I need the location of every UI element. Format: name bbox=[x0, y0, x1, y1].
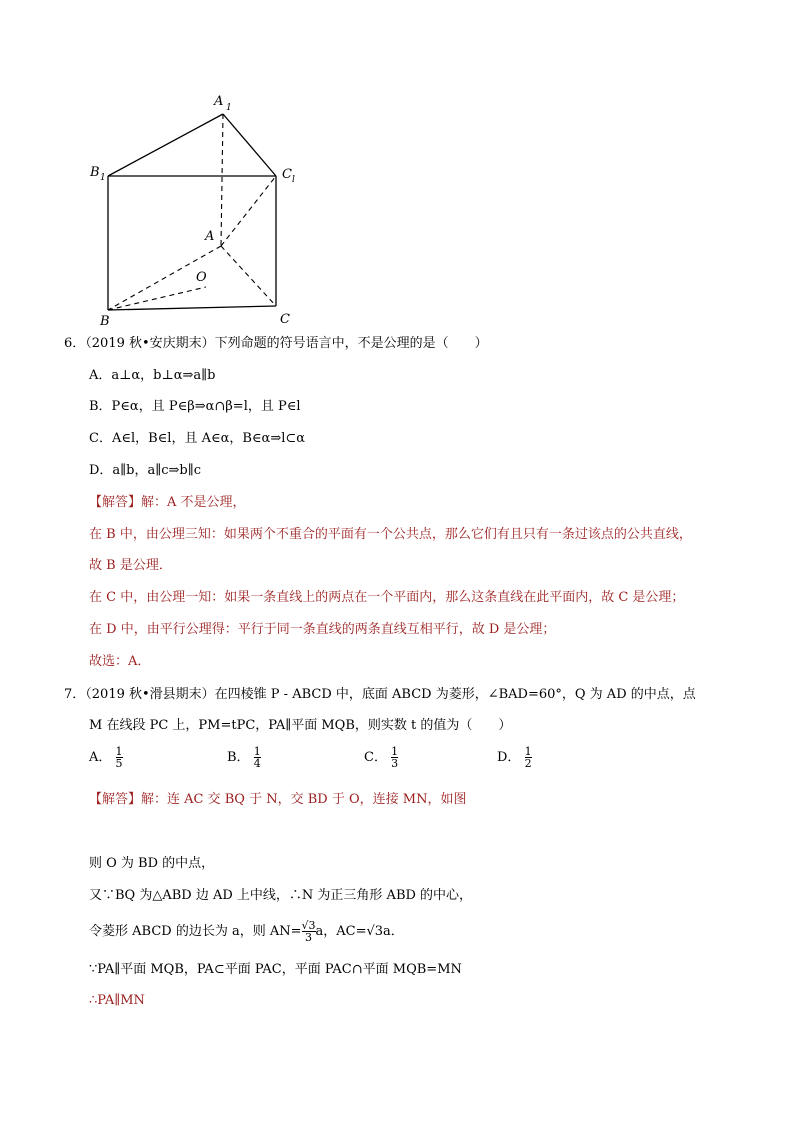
q7-length-text-b: a，AC= bbox=[315, 924, 367, 939]
q6-option-b: B．P∈α，且 P∈β⇒α∩β=l，且 P∈l bbox=[89, 399, 301, 414]
q7-stem-line-2: M 在线段 PC 上，PM=tPC，PA∥平面 MQB，则实数 t 的值为（ ） bbox=[89, 718, 512, 733]
q6-answer-text-1: 解：A 不是公理， bbox=[141, 495, 246, 510]
q7-option-a-fraction: $\frac{1}{5}$ bbox=[115, 745, 123, 770]
q7-length-text-c: √3a． bbox=[366, 924, 404, 939]
q7-option-d-letter: D． bbox=[497, 750, 521, 765]
label-c: C bbox=[280, 312, 290, 327]
q7-answer-tag: 【解答】 bbox=[89, 792, 142, 807]
q7-answer-line-o: 则 O 为 BD 的中点， bbox=[89, 856, 215, 871]
q6-option-c: C．A∈l，B∈l，且 A∈α，B∈α⇒l⊂α bbox=[89, 431, 306, 446]
q7-answer-line-length bbox=[89, 920, 404, 943]
label-a1-sub: 1 bbox=[226, 103, 232, 113]
q7-option-b-letter: B． bbox=[227, 750, 250, 765]
q7-option-d-fraction: $\frac{1}{2}$ bbox=[524, 745, 532, 770]
q7-option-c bbox=[364, 746, 398, 769]
q6-answer-line-5: 在 D 中，由平行公理得：平行于同一条直线的两条直线互相平行，故 D 是公理； bbox=[89, 622, 556, 637]
edge-a-c bbox=[221, 246, 276, 306]
q7-option-a bbox=[89, 746, 123, 769]
q7-option-a-letter: A． bbox=[89, 750, 112, 765]
label-c1: C bbox=[282, 167, 292, 182]
label-b1: B bbox=[90, 165, 100, 180]
q7-option-c-fraction: $\frac{1}{3}$ bbox=[391, 745, 399, 770]
q7-length-fraction: $\frac{√3}{3}$ bbox=[301, 919, 316, 944]
q7-answer-line-final: ∴PA∥MN bbox=[89, 993, 145, 1008]
q6-option-a: A．a⊥α，b⊥α⇒a∥b bbox=[89, 368, 216, 383]
edge-a-c1 bbox=[221, 176, 276, 246]
q7-length-text-a: 令菱形 ABCD 的边长为 a，则 AN= bbox=[89, 924, 302, 939]
q6-answer-line-4: 在 C 中，由公理一知：如果一条直线上的两点在一个平面内，那么这条直线在此平面内，故 C 是公理； bbox=[89, 590, 685, 605]
q6-answer-line-2: 在 B 中，由公理三知：如果两个不重合的平面有一个公共点，那么它们有且只有一条过该点的公共直线， bbox=[89, 527, 692, 542]
q6-answer-line-3: 故 B 是公理． bbox=[89, 558, 172, 573]
label-b1-sub: 1 bbox=[100, 173, 106, 183]
label-c1-sub: l bbox=[292, 175, 295, 185]
label-a1: A bbox=[214, 94, 224, 109]
label-a: A bbox=[205, 229, 215, 244]
q7-stem-line-1: 7．（2019 秋•滑县期末）在四棱锥 P - ABCD 中，底面 ABCD 为菱形，∠BAD=60°，Q 为 AD 的中点，点 bbox=[64, 687, 696, 702]
edge-b-c bbox=[108, 306, 276, 310]
q6-stem: 6．（2019 秋•安庆期末）下列命题的符号语言中，不是公理的是（ ） bbox=[64, 336, 488, 351]
q7-answer-line-1 bbox=[89, 792, 466, 808]
q7-option-d bbox=[497, 746, 532, 769]
edge-b1-a1 bbox=[108, 114, 223, 176]
label-o: O bbox=[196, 270, 207, 285]
q7-answer-line-plane: ∵PA∥平面 MQB，PA⊂平面 PAC，平面 PAC∩平面 MQB=MN bbox=[89, 962, 462, 977]
q6-answer-tag: 【解答】 bbox=[89, 495, 142, 510]
label-b: B bbox=[100, 314, 110, 329]
q7-option-c-letter: C． bbox=[364, 750, 387, 765]
edge-b-o bbox=[108, 287, 206, 310]
q7-answer-line-n: 又∵BQ 为△ABD 边 AD 上中线，∴N 为正三角形 ABD 的中心， bbox=[89, 888, 473, 903]
q7-option-b bbox=[227, 746, 261, 769]
edge-a1-c1 bbox=[223, 114, 276, 176]
q6-answer-line-6: 故选：A． bbox=[89, 654, 151, 669]
q6-option-d: D．a∥b，a∥c⇒b∥c bbox=[89, 463, 202, 478]
q7-answer-text-1: 解：连 AC 交 BQ 于 N，交 BD 于 O，连接 MN，如图 bbox=[141, 792, 467, 807]
q6-answer-line-1 bbox=[89, 495, 246, 511]
q7-option-b-fraction: $\frac{1}{4}$ bbox=[253, 745, 261, 770]
prism-figure bbox=[80, 88, 310, 333]
edge-a1-a bbox=[221, 114, 223, 246]
